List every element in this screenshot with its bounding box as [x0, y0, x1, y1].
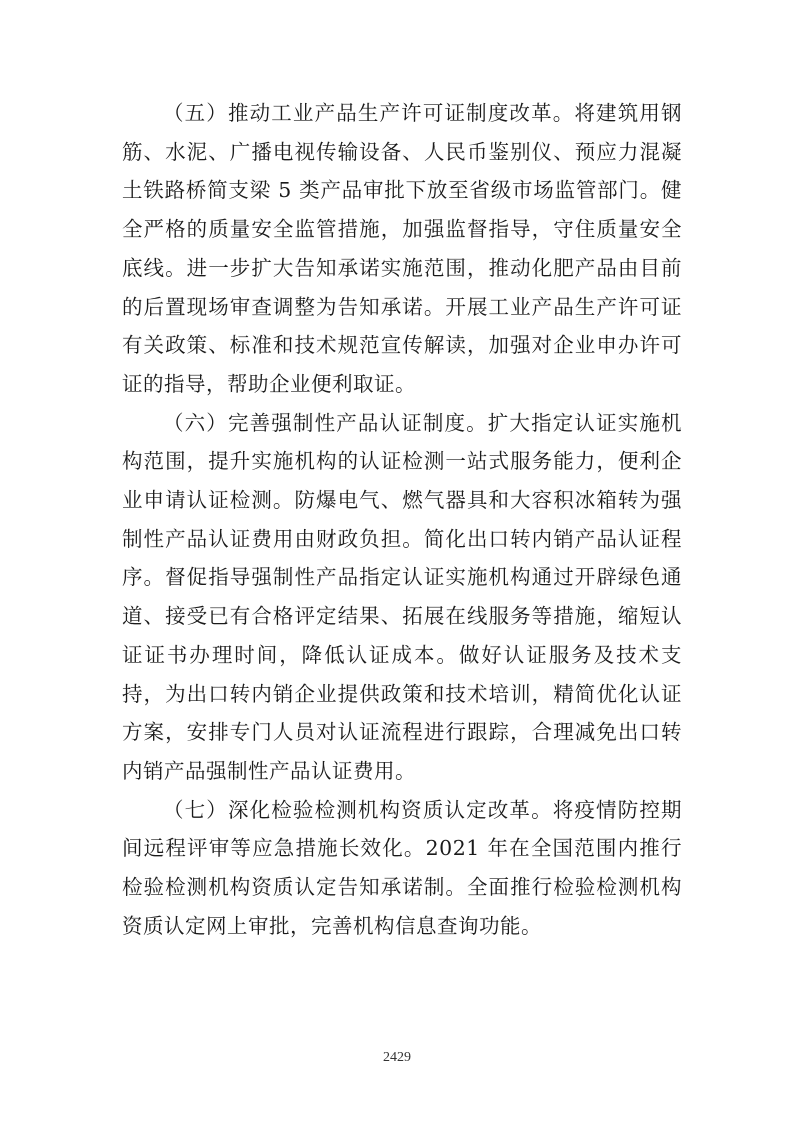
- paragraph-7-inspection-qualification: （七）深化检验检测机构资质认定改革。将疫情防控期间远程评审等应急措施长效化。2021 年在全国范围内推行检验检测机构资质认定告知承诺制。全面推行检验检测机构资质认定网上审批，完善机构信息查询功能。: [122, 797, 682, 938]
- document-body: [122, 94, 682, 945]
- paragraph-5-production-license: （五）推动工业产品生产许可证制度改革。将建筑用钢筋、水泥、广播电视传输设备、人民币鉴别仪、预应力混凝土铁路桥简支梁 5 类产品审批下放至省级市场监管部门。健全严格的质量安全监管措施，加强监督指导，守住质量安全底线。进一步扩大告知承诺实施范围，推动化肥产品由目前的后置现场审查调整为告知承诺。开展工业产品生产许可证有关政策、标准和技术规范宣传解读，加强对企业申办许可证的指导，帮助企业便利取证。: [122, 101, 682, 396]
- page-number: 2429: [383, 1050, 411, 1065]
- paragraph-6-compulsory-certification: （六）完善强制性产品认证制度。扩大指定认证实施机构范围，提升实施机构的认证检测一站式服务能力，便利企业申请认证检测。防爆电气、燃气器具和大容积冰箱转为强制性产品认证费用由财政负担。简化出口转内销产品认证程序。督促指导强制性产品指定认证实施机构通过开辟绿色通道、接受已有合格评定结果、拓展在线服务等措施，缩短认证证书办理时间，降低认证成本。做好认证服务及技术支持，为出口转内销企业提供政策和技术培训，精简优化认证方案，安排专门人员对认证流程进行跟踪，合理减免出口转内销产品强制性产品认证费用。: [122, 410, 682, 783]
